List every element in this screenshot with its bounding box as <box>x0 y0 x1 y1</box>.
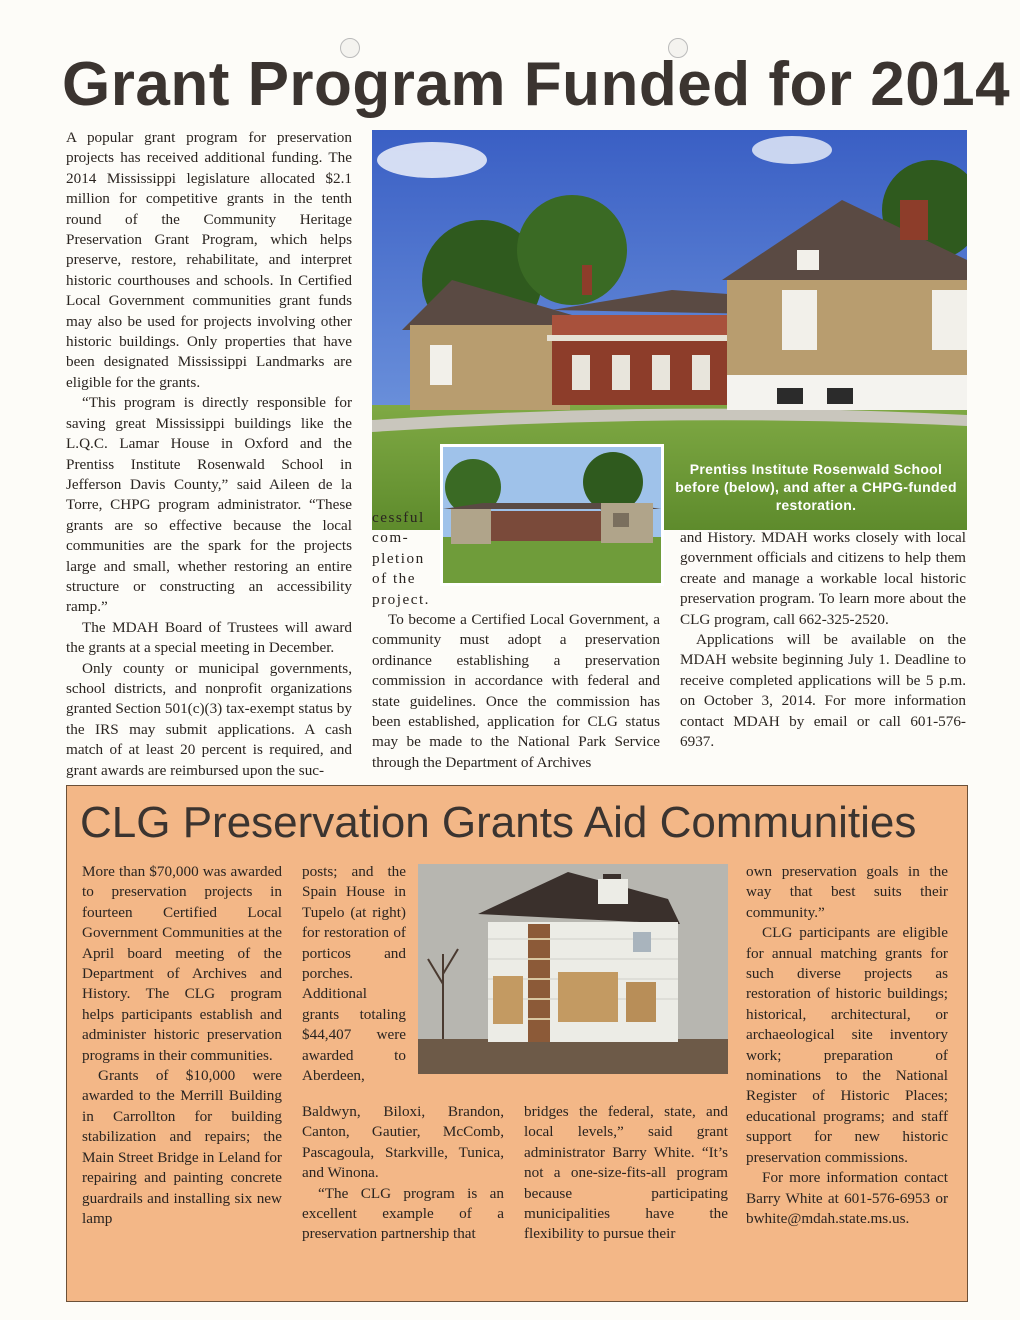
paragraph: CLG participants are eligible for annual matching grants for such diverse projects as restoration of historic buildings; historical, architectural, or archaeological site inventory work; preparation of nominations to the National Register of Historic Places; educational programs; and staff support for new historic preservation commissions. <box>746 924 948 1166</box>
paragraph: cessful com-pletion of the project. <box>372 509 430 608</box>
school-before-photo <box>440 444 664 586</box>
photo-caption: Prentiss Institute Rosenwald School before (below), and after a CHPG-funded restoration. <box>675 461 957 513</box>
article2-column-4 <box>746 862 948 1229</box>
article2-column-2 <box>302 1102 504 1245</box>
paragraph: Baldwyn, Biloxi, Brandon, Canton, Gautier, McComb, Pascagoula, Starkville, Tunica, and Winona. <box>302 1103 504 1182</box>
paragraph: For more information contact Barry White at 601-576-6953 or bwhite@mdah.state.ms.us. <box>746 1169 948 1227</box>
article1-column-2-wrap <box>372 508 434 610</box>
paragraph: The MDAH Board of Trustees will award the grants at a special meeting in December. <box>66 618 352 657</box>
paragraph: “The CLG program is an excellent example of a preservation partnership that <box>302 1184 504 1243</box>
page-title: Grant Program Funded for 2014 <box>62 50 1011 119</box>
article2-column-2-wrap <box>302 862 406 1086</box>
paragraph: Grants of $10,000 were awarded to the Merrill Building in Carrollton for building stabilization and repairs; the Main Street Bridge in Leland for repairing and painting concrete guardrails and installing six new lamp <box>82 1067 282 1227</box>
article1-column-3 <box>680 528 966 752</box>
section-title: CLG Preservation Grants Aid Communities <box>80 798 917 847</box>
article1-column-2 <box>372 610 660 773</box>
paragraph: Only county or municipal governments, school districts, and nonprofit organizations granted Section 501(c)(3) tax-exempt status by the IRS may submit applications. A cash match of at least 20 percent is required, and grant awards are reimbursed upon the suc- <box>66 659 352 779</box>
paragraph: More than $70,000 was awarded to preservation projects in fourteen Certified Local Government Communities at the April board meeting of the Department of Archives and History. The CLG program helps participants establish and administer historic preservation programs in their communities. <box>82 863 282 1064</box>
paragraph: A popular grant program for preservation projects has received additional funding. The 2014 Mississippi legislature allocated $2.1 million for competitive grants in the tenth round of the Community Heritage Preservation Grant Program, which helps preserve, restore, rehabilitate, and interpret historic courthouses and schools. In Certified Local Government communities grant funds may also be used for projects involving other historic buildings. Only properties that have been designated Mississippi Landmarks are eligible for the grants. <box>66 129 352 391</box>
paragraph: own preservation goals in the way that best suits their community.” <box>746 863 948 921</box>
paragraph: Applications will be available on the MDAH website beginning July 1. Deadline to receive completed applications will be 5 p.m. on October 3, 2014. For more information contact MDAH by email or call 601-576-6937. <box>680 631 966 751</box>
paragraph: bridges the federal, state, and local levels,” said grant administrator Barry White. “It’s not a one-size-fits-all program because participating municipalities have the flexibility to pursue their <box>524 1103 728 1243</box>
article1-column-1 <box>66 128 352 781</box>
paragraph: “This program is directly responsible for saving great Mississippi buildings like the L.Q.C. Lamar House in Oxford and the Prentiss Institute Rosenwald School in Jefferson Davis County,” said Aileen de la Torre, CHPG program administrator. “These grants are so effective because the local communities are the spark for the projects large and small, whether restoring an entire structure or constructing an accessibility ramp.” <box>66 394 352 616</box>
article2-column-1 <box>82 862 282 1229</box>
paragraph: posts; and the Spain House in Tupelo (at right) for restoration of porticos and porches. Additional grants totaling $44,407 were awarded to Aberdeen, <box>302 863 406 1085</box>
article2-column-3 <box>524 1102 728 1245</box>
paragraph: and History. MDAH works closely with local government officials and citizens to help them create and manage a workable local historic preservation program. To learn more about the CLG program, call 662-325-2520. <box>680 529 966 628</box>
spain-house-photo <box>418 864 728 1074</box>
paragraph: To become a Certified Local Government, a community must adopt a preservation ordinance establishing a preservation commission in accordance with federal and state guidelines. Once the commission has been established, application for CLG status may be made to the National Park Service through the Department of Archives <box>372 611 660 771</box>
